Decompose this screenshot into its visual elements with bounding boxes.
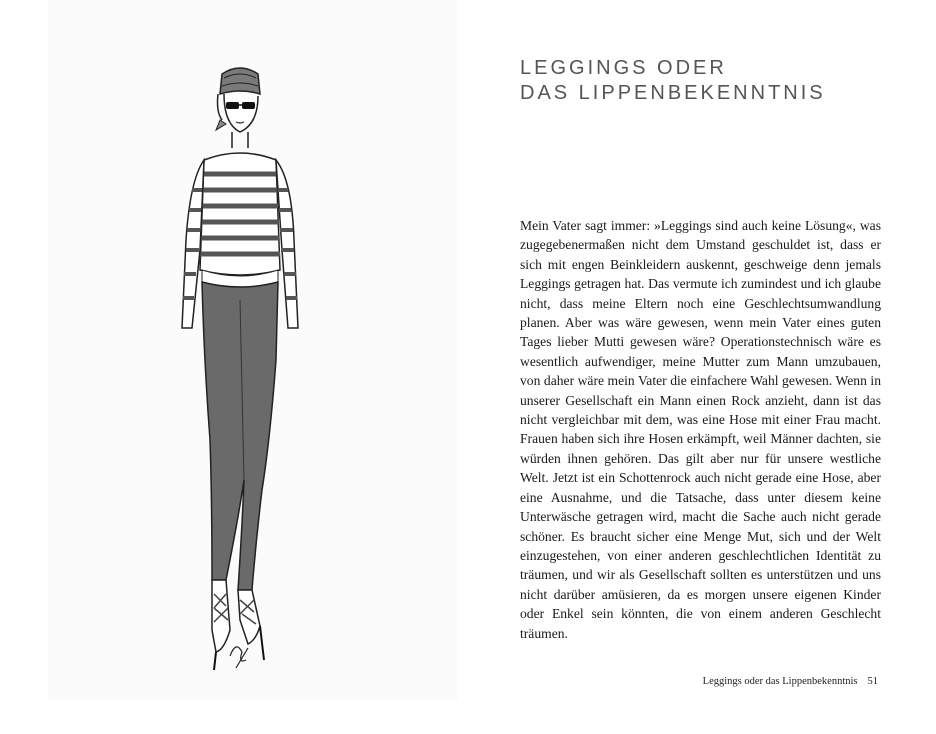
chapter-title-line-2: DAS LIPPENBEKENNTNIS [520,82,826,104]
chapter-title [520,56,900,106]
shoes [212,580,264,670]
page-footer [703,676,878,687]
chapter-title-line-1: LEGGINGS ODER [520,57,727,79]
right-page [468,0,936,734]
leggings [202,282,278,590]
page-number: 51 [867,676,878,687]
artist-signature [230,647,248,668]
body-text: Mein Vater sagt immer: »Leggings sind auch keine Lösung«, was zugegebenermaßen nicht dem Umstand geschuldet ist, dass er sich mit engen Beinkleidern auskennt, geschweige denn jemals Leggings getragen hat. Das vermute ich zumindest und ich glaube nicht, dass meine Eltern noch eine Geschlechtsumwandlung planen. Aber was wäre gewesen, wenn mein Vater eines guten Tages lieber Mutti gewesen wäre? Operationstechnisch wäre es wesentlich aufwendiger, meine Mutter zum Mann umzubauen, von daher wäre mein Vater die einfachere Wahl gewesen. Wenn in unserer Gesellschaft ein Mann einen Rock anzieht, dann ist das nicht vergleichbar mit dem, was eine Hose mit einer Frau macht. Frauen haben sich ihre Hosen erkämpft, weil Männer dachten, sie würden ihnen gehören. Das gilt aber nur für unsere westliche Welt. Jetzt ist ein Schottenrock auch nicht gerade eine Hose, aber eine Ausnahme, und die Tatsache, dass unter diesem keine Unterwäsche getragen wird, macht die Sache auch nicht gerade schöner. Es braucht sicher eine Menge Mut, sich und der Welt einzugestehen, von einer anderen geschlechtlichen Identität zu träumen, und wir als Gesellschaft sollten es unterstützen und uns nicht darüber amüsieren, da es morgen unsere eigenen Kinder oder Enkel sein könnten, die von einem anderen Geschlecht träumen. [520,218,881,641]
running-title: Leggings oder das Lippenbekenntnis [702,676,858,687]
head [216,68,260,132]
fashion-illustration [160,60,320,680]
